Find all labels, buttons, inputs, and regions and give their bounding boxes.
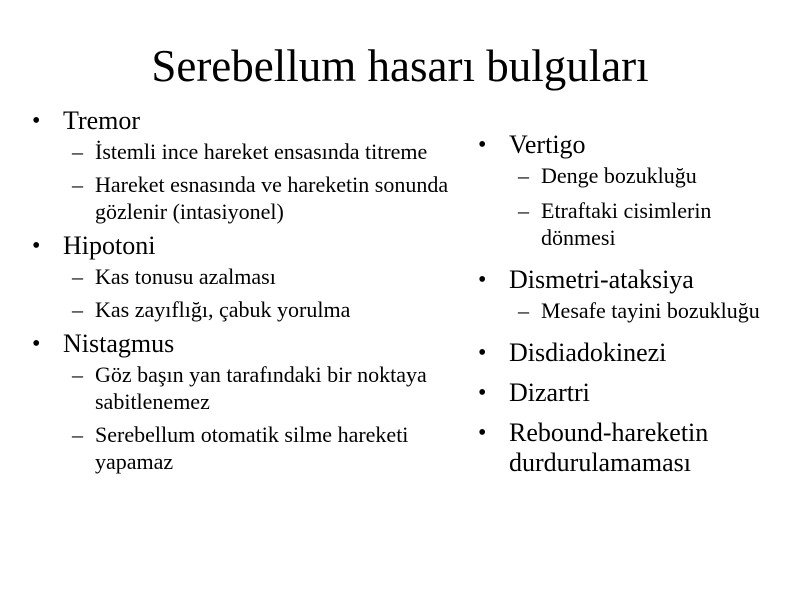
bullet-icon: • (478, 380, 487, 406)
sub-item (63, 171, 452, 225)
sub-item-text: Serebellum otomatik silme hareketi yapamaz (95, 422, 409, 474)
bullet-label: Disdiadokinezi (509, 338, 667, 367)
list-item-dizartri (478, 378, 778, 408)
sub-item-text: Denge bozukluğu (541, 163, 697, 188)
bullet-label: Vertigo (509, 130, 586, 159)
bullet-label: Dizartri (509, 378, 590, 407)
sub-list (63, 361, 452, 475)
sub-item (63, 138, 452, 165)
sub-item (509, 162, 778, 189)
sub-item (63, 361, 452, 415)
bullet-label: Dismetri-ataksiya (509, 265, 694, 294)
bullet-label: Hipotoni (63, 231, 156, 260)
bullet-icon: • (478, 267, 487, 293)
sub-item-text: Mesafe tayini bozukluğu (541, 298, 760, 323)
bullet-icon: • (32, 108, 41, 134)
dash-icon: – (518, 198, 529, 223)
list-item-disdiadokinezi (478, 338, 778, 368)
sub-item-text: Kas tonusu azalması (95, 264, 276, 289)
sub-list (63, 263, 452, 323)
bullet-icon: • (478, 340, 487, 366)
sub-item (509, 297, 778, 324)
left-bullet-list (32, 106, 452, 481)
list-item-dismetri (478, 265, 778, 324)
bullet-label: Tremor (63, 106, 141, 135)
dash-icon: – (72, 422, 83, 447)
dash-icon: – (72, 297, 83, 322)
bullet-icon: • (32, 233, 41, 259)
sub-item-text: Göz başın yan tarafındaki bir noktaya sabitlenemez (95, 362, 427, 414)
list-item-hipotoni (32, 231, 452, 323)
bullet-icon: • (32, 331, 41, 357)
slide-title: Serebellum hasarı bulguları (151, 41, 649, 91)
sub-item-text: Kas zayıflığı, çabuk yorulma (95, 297, 351, 322)
sub-item (63, 263, 452, 290)
bullet-label: Rebound-hareketin durdurulamaması (509, 418, 709, 477)
bullet-icon: • (478, 132, 487, 158)
sub-list (509, 162, 778, 251)
right-bullet-list (478, 130, 778, 488)
list-item-tremor (32, 106, 452, 225)
sub-list (509, 297, 778, 324)
dash-icon: – (72, 264, 83, 289)
sub-item (63, 421, 452, 475)
list-item-nistagmus (32, 329, 452, 475)
sub-item-text: İstemli ince hareket ensasında titreme (95, 139, 428, 164)
sub-item-text: Etraftaki cisimlerin dönmesi (541, 198, 712, 250)
dash-icon: – (518, 298, 529, 323)
bullet-icon: • (478, 420, 487, 446)
dash-icon: – (72, 362, 83, 387)
bullet-label: Nistagmus (63, 329, 175, 358)
dash-icon: – (72, 139, 83, 164)
list-item-rebound (478, 418, 778, 478)
sub-item (63, 296, 452, 323)
dash-icon: – (518, 163, 529, 188)
list-item-vertigo (478, 130, 778, 251)
dash-icon: – (72, 172, 83, 197)
sub-item-text: Hareket esnasında ve hareketin sonunda gözlenir (intasiyonel) (95, 172, 449, 224)
sub-item (509, 197, 778, 251)
sub-list (63, 138, 452, 225)
